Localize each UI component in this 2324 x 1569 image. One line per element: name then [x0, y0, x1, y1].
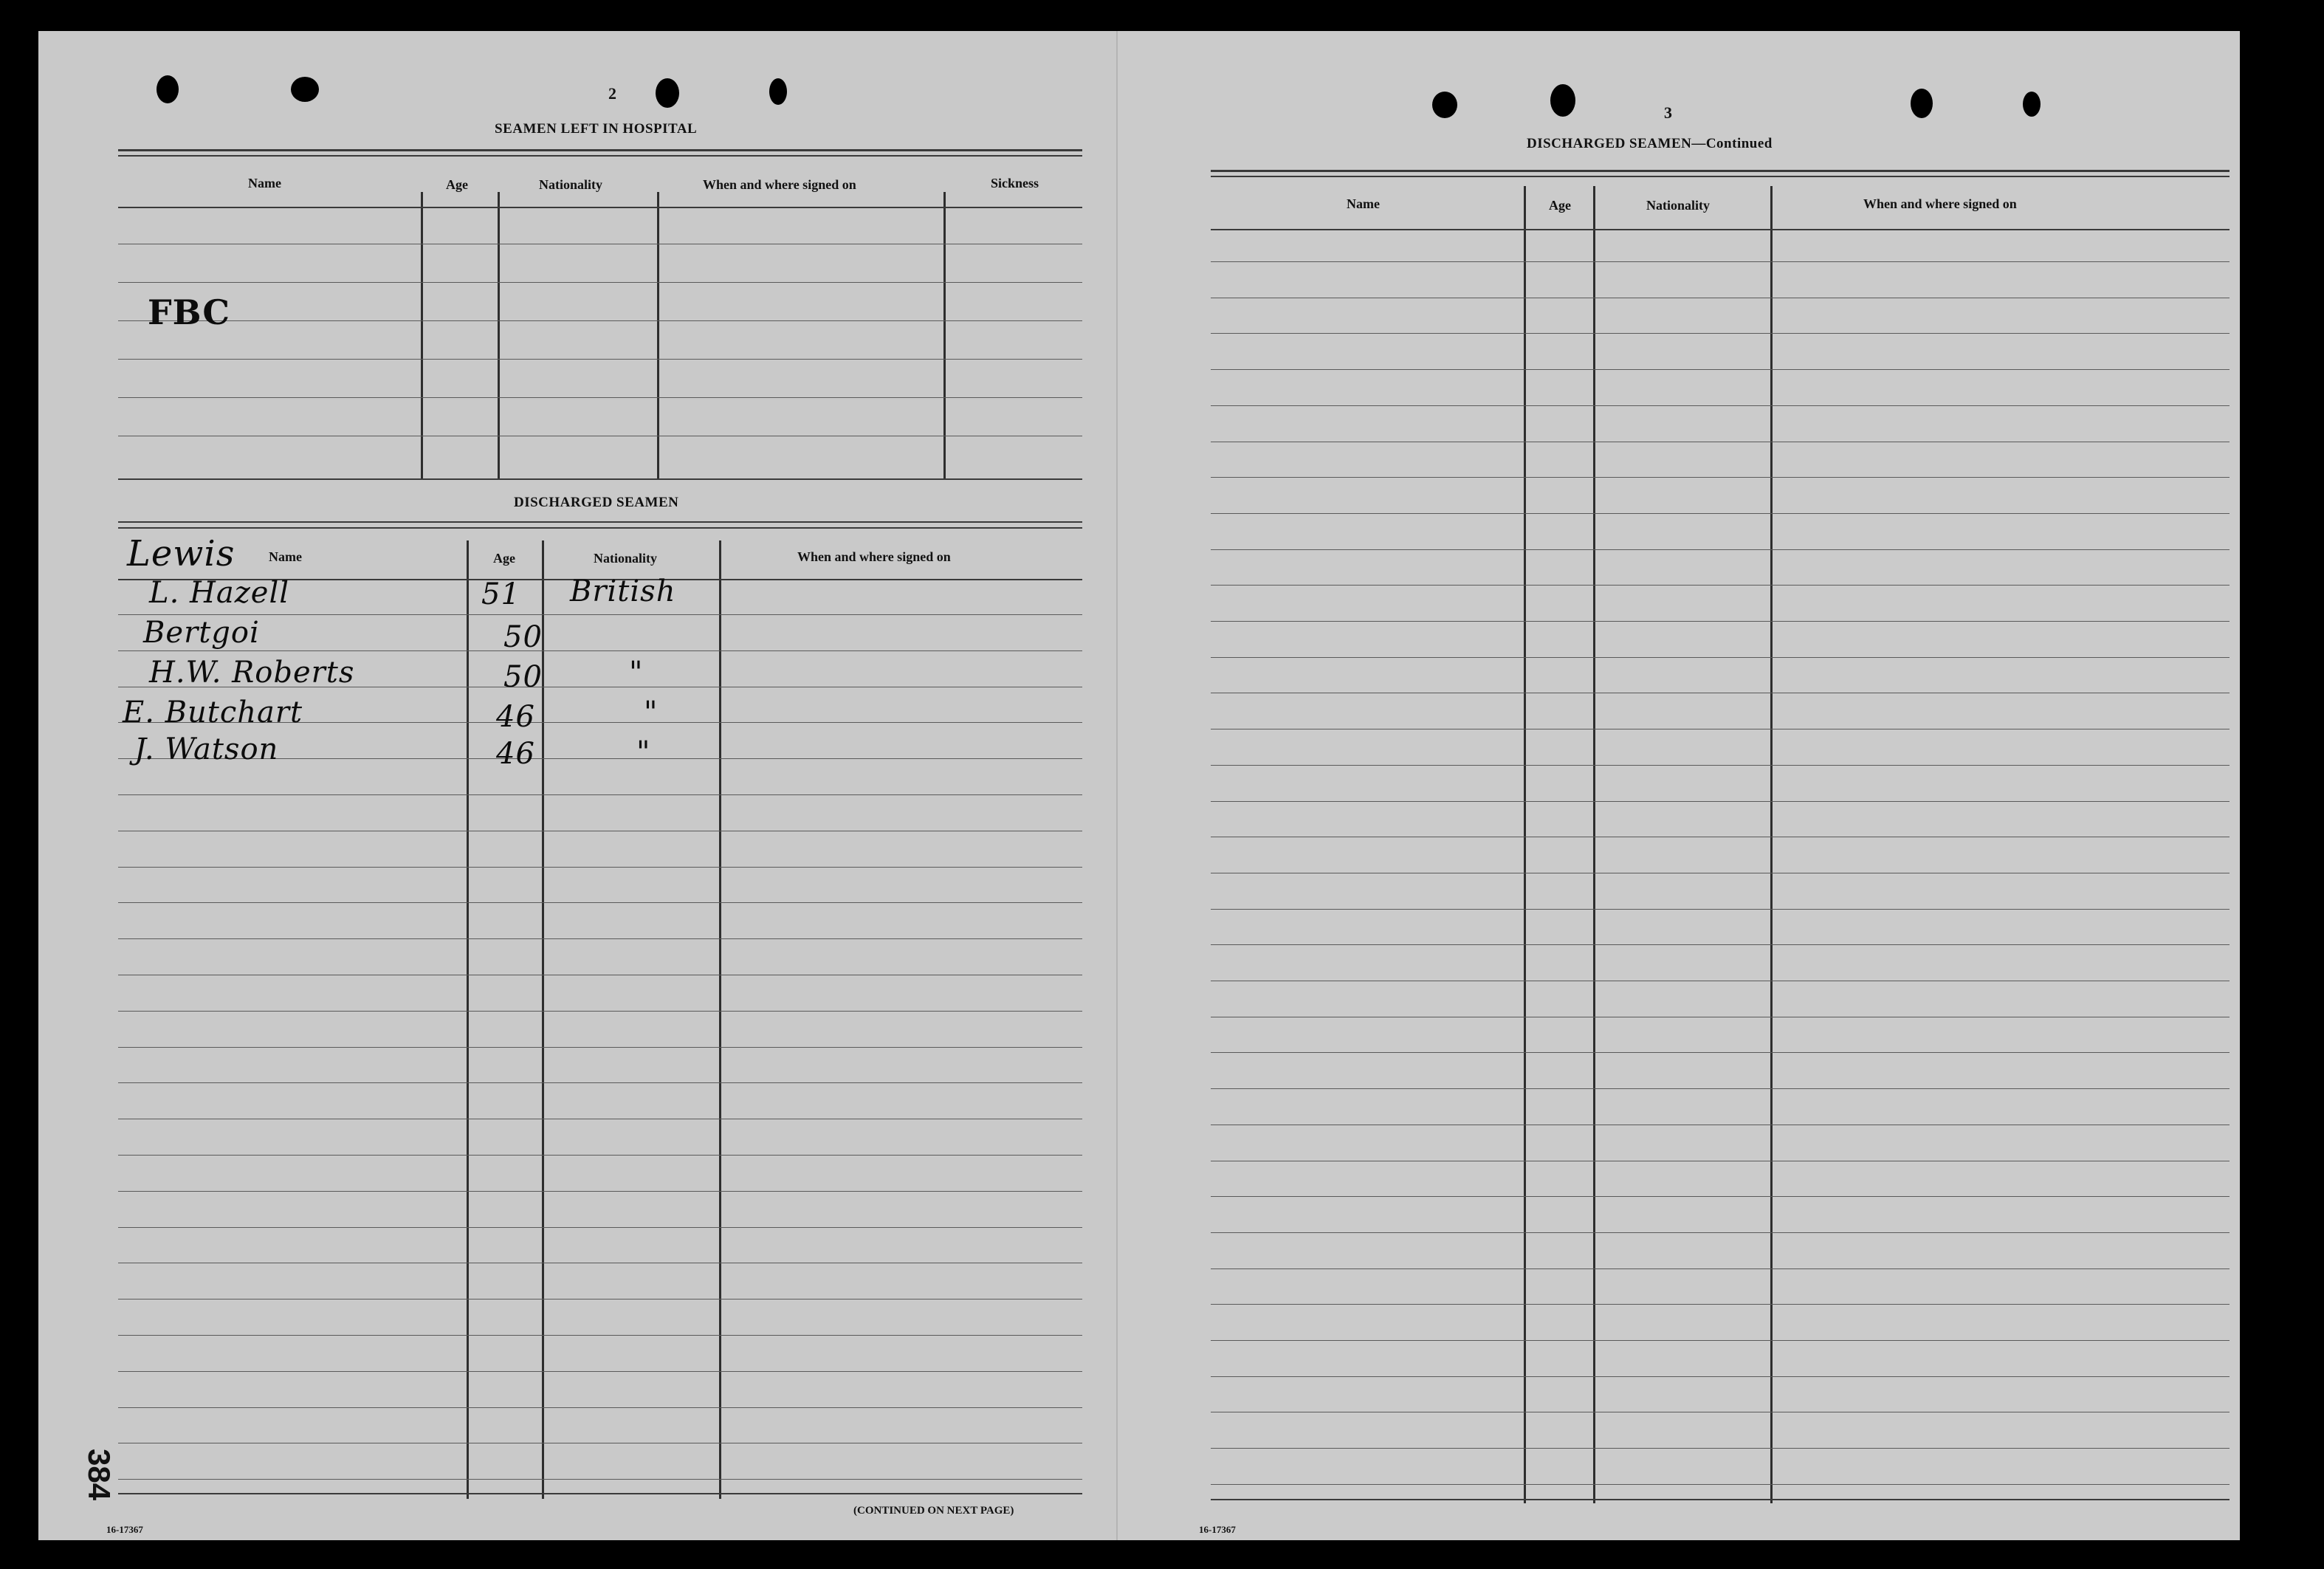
hospital-section-title: SEAMEN LEFT IN HOSPITAL [495, 121, 698, 137]
row-rule [118, 1371, 1082, 1372]
page-number: 2 [608, 84, 616, 103]
row-rule [118, 1299, 1082, 1300]
row-rule [118, 1191, 1082, 1192]
row-rule [1211, 585, 2230, 586]
seaman-name: H.W. Roberts [149, 656, 355, 690]
row-rule [118, 867, 1082, 868]
column-divider [1593, 186, 1595, 1503]
table-top-rule [118, 149, 1082, 151]
row-rule [1211, 1196, 2230, 1197]
seaman-name: J. Watson [134, 732, 279, 766]
column-header-nationality: Nationality [1646, 198, 1711, 213]
seaman-nationality: " [636, 735, 651, 769]
stamp-number: 384 [82, 1449, 117, 1501]
section-title: DISCHARGED SEAMEN—Continued [1527, 136, 1773, 151]
row-rule [118, 614, 1082, 615]
row-rule [1211, 944, 2230, 945]
row-rule [1211, 801, 2230, 802]
continued-note: (CONTINUED ON NEXT PAGE) [853, 1505, 1014, 1517]
table-top-rule [118, 155, 1082, 157]
punch-hole [1911, 89, 1933, 118]
column-divider [1524, 186, 1526, 1503]
row-rule [1211, 333, 2230, 334]
form-number: 16-17367 [106, 1524, 143, 1535]
column-header-name: Name [248, 176, 281, 190]
row-rule [1211, 1376, 2230, 1377]
row-rule [1211, 261, 2230, 262]
row-rule [1211, 549, 2230, 550]
row-rule [1211, 477, 2230, 478]
table-bottom-rule [118, 478, 1082, 480]
column-header-age: Age [1549, 198, 1571, 213]
row-rule [118, 282, 1082, 283]
seaman-name: E. Butchart [123, 696, 303, 729]
table-top-rule [1211, 176, 2230, 177]
handwritten-header: Lewis [127, 533, 236, 574]
page-number: 3 [1664, 103, 1672, 122]
form-number: 16-17367 [1199, 1524, 1236, 1535]
column-header-signed-on: When and where signed on [1863, 196, 2017, 211]
row-rule [118, 1047, 1082, 1048]
column-header-age: Age [446, 177, 468, 192]
row-rule [1211, 621, 2230, 622]
row-rule [118, 938, 1082, 939]
punch-hole [1550, 84, 1575, 117]
row-rule [118, 1227, 1082, 1228]
row-rule [118, 1479, 1082, 1480]
column-divider [1770, 186, 1773, 1503]
row-rule [118, 1335, 1082, 1336]
row-rule [118, 397, 1082, 398]
column-divider [719, 540, 721, 1499]
row-rule [118, 1011, 1082, 1012]
row-rule [118, 1407, 1082, 1408]
column-divider [467, 540, 469, 1499]
punch-hole [1432, 92, 1457, 118]
row-rule [1211, 1340, 2230, 1341]
header-rule [1211, 229, 2230, 230]
seaman-age: 51 [481, 577, 520, 611]
row-rule [1211, 909, 2230, 910]
row-rule [118, 650, 1082, 651]
punch-hole [656, 78, 679, 108]
column-header-signed-on: When and where signed on [797, 549, 951, 564]
header-rule [118, 207, 1082, 208]
row-rule [118, 1155, 1082, 1156]
table-bottom-rule [118, 1493, 1082, 1494]
row-rule [1211, 765, 2230, 766]
punch-hole [2023, 92, 2041, 117]
punch-hole [157, 75, 179, 103]
column-header-signed-on: When and where signed on [703, 177, 856, 192]
row-rule [1211, 1304, 2230, 1305]
table-top-rule [118, 521, 1082, 523]
handwritten-mark: FBC [148, 292, 231, 332]
punch-hole [769, 78, 787, 105]
row-rule [118, 359, 1082, 360]
seaman-age: 46 [496, 737, 535, 771]
row-rule [1211, 369, 2230, 370]
punch-hole [291, 77, 319, 102]
row-rule [1211, 1484, 2230, 1485]
row-rule [1211, 1052, 2230, 1053]
seaman-name: L. Hazell [149, 576, 290, 610]
row-rule [1211, 1088, 2230, 1089]
row-rule [1211, 1232, 2230, 1233]
table-top-rule [118, 527, 1082, 529]
row-rule [1211, 657, 2230, 658]
row-rule [118, 794, 1082, 795]
row-rule [1211, 1448, 2230, 1449]
row-rule [118, 320, 1082, 321]
column-header-nationality: Nationality [594, 551, 658, 566]
seaman-nationality: British [570, 574, 676, 608]
right-page [1118, 31, 2240, 1540]
seaman-age: 50 [503, 620, 543, 654]
row-rule [1211, 405, 2230, 406]
row-rule [1211, 1268, 2230, 1269]
table-top-rule [1211, 170, 2230, 172]
seaman-name: Bertgoi [143, 616, 260, 650]
column-header-name: Name [269, 549, 302, 564]
row-rule [118, 902, 1082, 903]
seaman-nationality: " [644, 696, 659, 729]
seaman-age: 50 [503, 660, 543, 694]
discharged-section-title: DISCHARGED SEAMEN [514, 495, 679, 510]
column-header-sickness: Sickness [991, 176, 1039, 190]
left-page [38, 31, 1118, 1540]
table-bottom-rule [1211, 1499, 2230, 1500]
seaman-nationality: " [629, 656, 644, 690]
row-rule [1211, 513, 2230, 514]
column-header-name: Name [1347, 196, 1380, 211]
column-header-age: Age [493, 551, 515, 566]
seaman-age: 46 [496, 700, 535, 734]
column-header-nationality: Nationality [539, 177, 603, 192]
row-rule [118, 1082, 1082, 1083]
